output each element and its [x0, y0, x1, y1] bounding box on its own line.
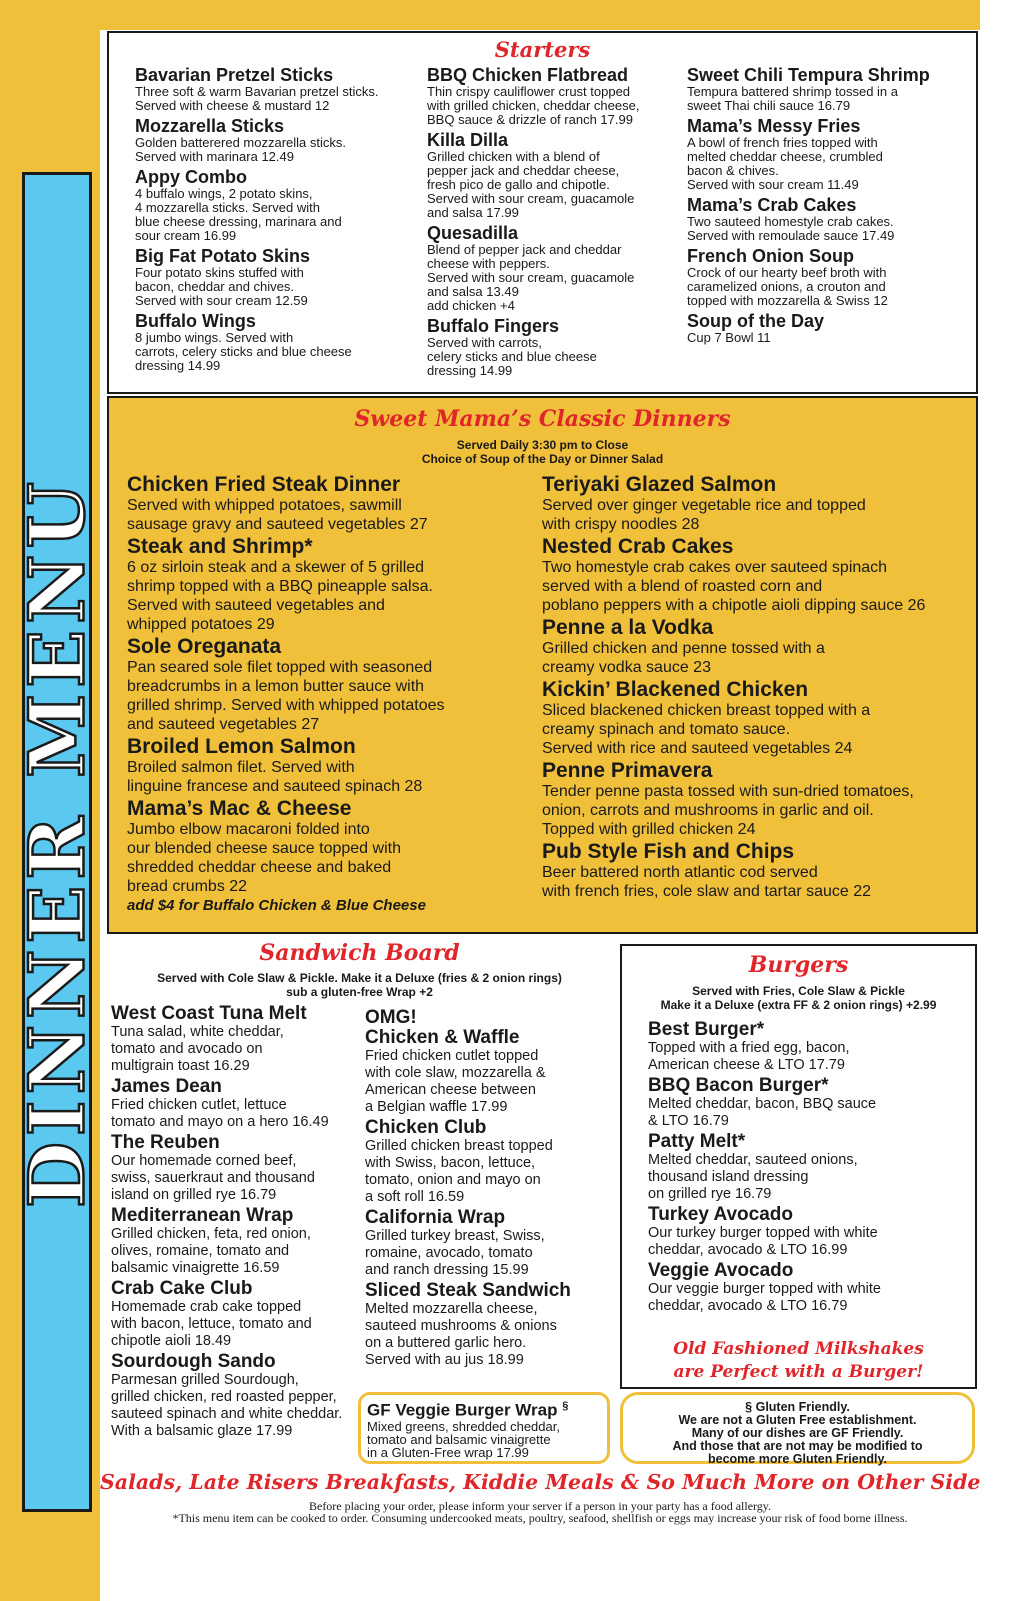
item-desc: Our veggie burger topped with white cheddar, avocado & LTO 16.79: [648, 1281, 881, 1314]
menu-item: [135, 247, 420, 308]
allergy-line-1: Before placing your order, please inform your server if a person in your party has a food allergy.: [308, 1499, 772, 1513]
menu-item: [135, 168, 420, 243]
sandwich-board-section: [107, 938, 612, 1468]
menu-item: [542, 474, 974, 534]
item-desc: Our turkey burger topped with white cheddar, avocado & LTO 16.99: [648, 1225, 878, 1258]
item-name: Buffalo Wings: [135, 311, 256, 331]
menu-item: [648, 1020, 968, 1074]
menu-item: [127, 474, 537, 534]
gf-note-line: We are not a Gluten Free establishment.: [678, 1413, 917, 1427]
sandwich-deluxe-note: Served with Cole Slaw & Pickle. Make it a Deluxe (fries & 2 onion rings): [157, 971, 562, 985]
item-desc: Broiled salmon filet. Served with linguine francese and sauteed spinach 28: [127, 759, 423, 795]
top-gold-strip: [0, 0, 980, 30]
item-name: Best Burger*: [648, 1019, 765, 1040]
sandwich-col-left: [111, 1004, 361, 1442]
menu-item: [365, 1281, 610, 1369]
item-desc: Grilled chicken, feta, red onion, olives, romaine, tomato and balsamic vinaigrette 16.59: [111, 1226, 311, 1276]
item-name: Pub Style Fish and Chips: [542, 840, 795, 863]
dinners-subtitle: [109, 438, 976, 466]
dinner-menu-title: DINNER MENU: [12, 476, 102, 1208]
menu-item: [135, 66, 420, 113]
menu-item: [687, 312, 972, 345]
sandwich-wrap-note: sub a gluten-free Wrap +2: [286, 985, 433, 999]
menu-item: [648, 1132, 968, 1203]
item-desc: Served over ginger vegetable rice and topped with crispy noodles 28: [542, 497, 866, 533]
dinners-col-left: [127, 474, 537, 914]
item-desc: Melted cheddar, sauteed onions, thousand island dressing on grilled rye 16.79: [648, 1152, 858, 1202]
menu-item: [648, 1076, 968, 1130]
menu-item: [542, 617, 974, 677]
item-name: BBQ Chicken Flatbread: [427, 65, 629, 85]
item-desc: 8 jumbo wings. Served with carrots, celery sticks and blue cheese dressing 14.99: [135, 330, 352, 373]
item-desc: 6 oz sirloin steak and a skewer of 5 grilled shrimp topped with a BBQ pineapple salsa. Served with sauteed vegetables and whipped potatoes 29: [127, 559, 433, 633]
menu-item: [135, 117, 420, 164]
item-name: Mama’s Mac & Cheese: [127, 797, 352, 820]
item-name: California Wrap: [365, 1207, 506, 1228]
item-name: Penne a la Vodka: [542, 616, 714, 639]
item-name: Mama’s Crab Cakes: [687, 195, 857, 215]
gf-note-line: And those that are not may be modified to: [672, 1439, 923, 1453]
item-desc: Tempura battered shrimp tossed in a sweet Thai chili sauce 16.79: [687, 84, 898, 113]
item-desc: Four potato skins stuffed with bacon, cheddar and chives. Served with sour cream 12.59: [135, 265, 308, 308]
item-name: Mama’s Messy Fries: [687, 116, 861, 136]
burgers-section: [620, 944, 977, 1389]
buffalo-chicken-note: add $4 for Buffalo Chicken & Blue Cheese: [127, 897, 426, 914]
item-desc: Served with carrots, celery sticks and blue cheese dressing 14.99: [427, 335, 597, 378]
milkshake-promo: [622, 1338, 975, 1384]
gf-mark: §: [562, 1400, 569, 1412]
burgers-title: Burgers: [748, 952, 849, 978]
starters-col-3: [687, 66, 972, 349]
item-desc: Grilled chicken breast topped with Swiss, bacon, lettuce, tomato, onion and mayo on a soft roll 16.59: [365, 1138, 553, 1205]
item-desc: Our homemade corned beef, swiss, sauerkraut and thousand island on grilled rye 16.79: [111, 1153, 315, 1203]
menu-item: [111, 1004, 361, 1075]
item-name: Sliced Steak Sandwich: [365, 1280, 571, 1301]
item-desc: Grilled turkey breast, Swiss, romaine, avocado, tomato and ranch dressing 15.99: [365, 1228, 545, 1278]
menu-item: [648, 1261, 968, 1315]
item-name: Mediterranean Wrap: [111, 1205, 294, 1226]
item-desc: Three soft & warm Bavarian pretzel sticks. Served with cheese & mustard 12: [135, 84, 379, 113]
item-name: Broiled Lemon Salmon: [127, 735, 356, 758]
menu-item: [365, 1208, 610, 1279]
item-desc: Crock of our hearty beef broth with caramelized onions, a crouton and topped with mozzarella & Swiss 12: [687, 265, 888, 308]
item-name: Chicken Fried Steak Dinner: [127, 473, 401, 496]
item-desc: Two homestyle crab cakes over sauteed spinach served with a blend of roasted corn and poblano peppers with a chipotle aioli dipping sauce 26: [542, 559, 926, 614]
item-name: Kickin’ Blackened Chicken: [542, 678, 809, 701]
item-name: Appy Combo: [135, 167, 247, 187]
other-side-banner: Salads, Late Risers Breakfasts, Kiddie Meals & So Much More on Other Side: [100, 1470, 981, 1494]
item-desc: 4 buffalo wings, 2 potato skins, 4 mozzarella sticks. Served with blue cheese dressing, marinara and sour cream 16.99: [135, 186, 342, 243]
allergy-disclaimer: [100, 1500, 980, 1524]
item-name: Sourdough Sando: [111, 1351, 276, 1372]
sandwich-title: Sandwich Board: [259, 940, 460, 966]
item-desc: Melted cheddar, bacon, BBQ sauce & LTO 16.79: [648, 1096, 877, 1129]
item-name: Steak and Shrimp*: [127, 535, 313, 558]
gf-note-line: Many of our dishes are GF Friendly.: [691, 1426, 904, 1440]
menu-item: [111, 1206, 361, 1277]
item-name: Crab Cake Club: [111, 1278, 253, 1299]
dinners-title: Sweet Mama’s Classic Dinners: [354, 406, 731, 432]
item-desc: Served with whipped potatoes, sawmill sausage gravy and sauteed vegetables 27: [127, 497, 428, 533]
milkshake-line-1: Old Fashioned Milkshakes: [673, 1339, 924, 1359]
dinners-hours: Served Daily 3:30 pm to Close: [456, 438, 629, 452]
menu-item: [365, 1118, 610, 1206]
burgers-subtitle: [622, 984, 975, 1012]
milkshake-line-2: are Perfect with a Burger!: [673, 1362, 924, 1382]
item-desc: Cup 7 Bowl 11: [687, 330, 771, 345]
item-name: The Reuben: [111, 1132, 220, 1153]
sandwich-subtitle: [107, 971, 612, 999]
dinners-col-right: [542, 474, 974, 903]
menu-item: [111, 1133, 361, 1204]
gluten-friendly-note: [620, 1392, 975, 1464]
item-desc: Fried chicken cutlet, lettuce tomato and mayo on a hero 16.49: [111, 1097, 329, 1130]
item-name: Veggie Avocado: [648, 1260, 794, 1281]
item-desc: Beer battered north atlantic cod served with french fries, cole slaw and tartar sauce 22: [542, 864, 872, 900]
item-name: James Dean: [111, 1076, 222, 1097]
burgers-deluxe-note: Make it a Deluxe (extra FF & 2 onion rings) +2.99: [660, 998, 937, 1012]
menu-item: [542, 679, 974, 758]
burgers-sides-note: Served with Fries, Cole Slaw & Pickle: [692, 984, 905, 998]
menu-item: [687, 196, 972, 243]
item-desc: A bowl of french fries topped with melted cheddar cheese, crumbled bacon & chives. Served with sour cream 11.49: [687, 135, 883, 192]
item-name: Nested Crab Cakes: [542, 535, 734, 558]
item-desc: Fried chicken cutlet topped with cole slaw, mozzarella & American cheese between a Belgian waffle 17.99: [365, 1048, 546, 1115]
starters-section: [107, 31, 978, 394]
starters-title: Starters: [494, 37, 591, 62]
item-name: Sweet Chili Tempura Shrimp: [687, 65, 930, 85]
item-desc: Mixed greens, shredded cheddar, tomato and balsamic vinaigrette in a Gluten-Free wrap 17.99: [367, 1418, 560, 1460]
menu-item: [135, 312, 420, 373]
allergy-line-2: *This menu item can be cooked to order. Consuming undercooked meats, poultry, seafood, shellfish or eggs may increase your risk of food borne illness.: [172, 1511, 908, 1525]
dinners-choice: Choice of Soup of the Day or Dinner Salad: [421, 452, 664, 466]
item-name: Soup of the Day: [687, 311, 825, 331]
starters-col-1: [135, 66, 420, 377]
item-desc: Parmesan grilled Sourdough, grilled chicken, red roasted pepper, sauteed spinach and white cheddar. With a balsamic glaze 17.99: [111, 1372, 343, 1439]
classic-dinners-section: [107, 396, 978, 934]
item-desc: Golden batterered mozzarella sticks. Served with marinara 12.49: [135, 135, 346, 164]
menu-item: [687, 66, 972, 113]
item-name: Patty Melt*: [648, 1131, 746, 1152]
item-desc: Tuna salad, white cheddar, tomato and avocado on multigrain toast 16.29: [111, 1024, 284, 1074]
item-desc: Pan seared sole filet topped with seasoned breadcrumbs in a lemon butter sauce with grilled shrimp. Served with whipped potatoes and sauteed vegetables 27: [127, 659, 445, 733]
menu-item: [127, 736, 537, 796]
menu-item: [542, 760, 974, 839]
item-name: Chicken Club: [365, 1117, 487, 1138]
menu-item: [427, 224, 682, 313]
menu-item: [365, 1008, 610, 1116]
item-name: Big Fat Potato Skins: [135, 246, 311, 266]
item-name: Killa Dilla: [427, 130, 509, 150]
menu-item: [111, 1279, 361, 1350]
item-name: Mozzarella Sticks: [135, 116, 285, 136]
item-name: Penne Primavera: [542, 759, 713, 782]
gf-wrap-name: GF Veggie Burger Wrap: [367, 1400, 558, 1420]
item-desc: Thin crispy cauliflower crust topped with grilled chicken, cheddar cheese, BBQ sauce & drizzle of ranch 17.99: [427, 84, 640, 127]
menu-item: [111, 1352, 361, 1440]
menu-item: [542, 841, 974, 901]
item-desc: Two sauteed homestyle crab cakes. Served with remoulade sauce 17.49: [687, 214, 895, 243]
item-name: OMG! Chicken & Waffle: [365, 1007, 520, 1048]
menu-item: [427, 317, 682, 378]
item-name: Quesadilla: [427, 223, 519, 243]
menu-item: [542, 536, 974, 615]
item-name: Turkey Avocado: [648, 1204, 794, 1225]
menu-item: [687, 247, 972, 308]
menu-item: [427, 131, 682, 220]
menu-item: [111, 1077, 361, 1131]
item-name: Teriyaki Glazed Salmon: [542, 473, 777, 496]
burgers-list: [648, 1020, 968, 1317]
sandwich-col-right: [365, 1008, 610, 1371]
menu-item: [127, 636, 537, 734]
gf-note-line: § Gluten Friendly.: [745, 1400, 850, 1414]
starters-col-2: [427, 66, 682, 382]
item-desc: Melted mozzarella cheese, sauteed mushrooms & onions on a buttered garlic hero. Served with au jus 18.99: [365, 1301, 557, 1368]
item-desc: Topped with a fried egg, bacon, American cheese & LTO 17.79: [648, 1040, 850, 1073]
gf-veggie-wrap-box: [358, 1392, 610, 1464]
menu-item: [127, 536, 537, 634]
menu-item: [427, 66, 682, 127]
item-name: West Coast Tuna Melt: [111, 1003, 307, 1024]
item-desc: Jumbo elbow macaroni folded into our blended cheese sauce topped with shredded cheddar cheese and baked bread crumbs 22: [127, 821, 401, 895]
item-desc: Homemade crab cake topped with bacon, lettuce, tomato and chipotle aioli 18.49: [111, 1299, 312, 1349]
menu-item: [127, 798, 537, 896]
item-name: Buffalo Fingers: [427, 316, 560, 336]
menu-item: [648, 1205, 968, 1259]
item-name: BBQ Bacon Burger*: [648, 1075, 829, 1096]
item-name: Bavarian Pretzel Sticks: [135, 65, 334, 85]
item-desc: Sliced blackened chicken breast topped with a creamy spinach and tomato sauce. Served with rice and sauteed vegetables 24: [542, 702, 871, 757]
item-desc: Grilled chicken and penne tossed with a creamy vodka sauce 23: [542, 640, 825, 676]
item-name: French Onion Soup: [687, 246, 854, 266]
item-name: Sole Oreganata: [127, 635, 282, 658]
gf-note-line: become more Gluten Friendly.: [708, 1452, 887, 1466]
item-desc: Tender penne pasta tossed with sun-dried tomatoes, onion, carrots and mushrooms in garlic and oil. Topped with grilled chicken 24: [542, 783, 914, 838]
item-desc: Grilled chicken with a blend of pepper jack and cheddar cheese, fresh pico de gallo and chipotle. Served with sour cream, guacamole and salsa 17.99: [427, 149, 635, 220]
item-name: [367, 1397, 601, 1420]
menu-item: [687, 117, 972, 192]
item-desc: Blend of pepper jack and cheddar cheese with peppers. Served with sour cream, guacamole and salsa 13.49 add chicken +4: [427, 242, 635, 313]
